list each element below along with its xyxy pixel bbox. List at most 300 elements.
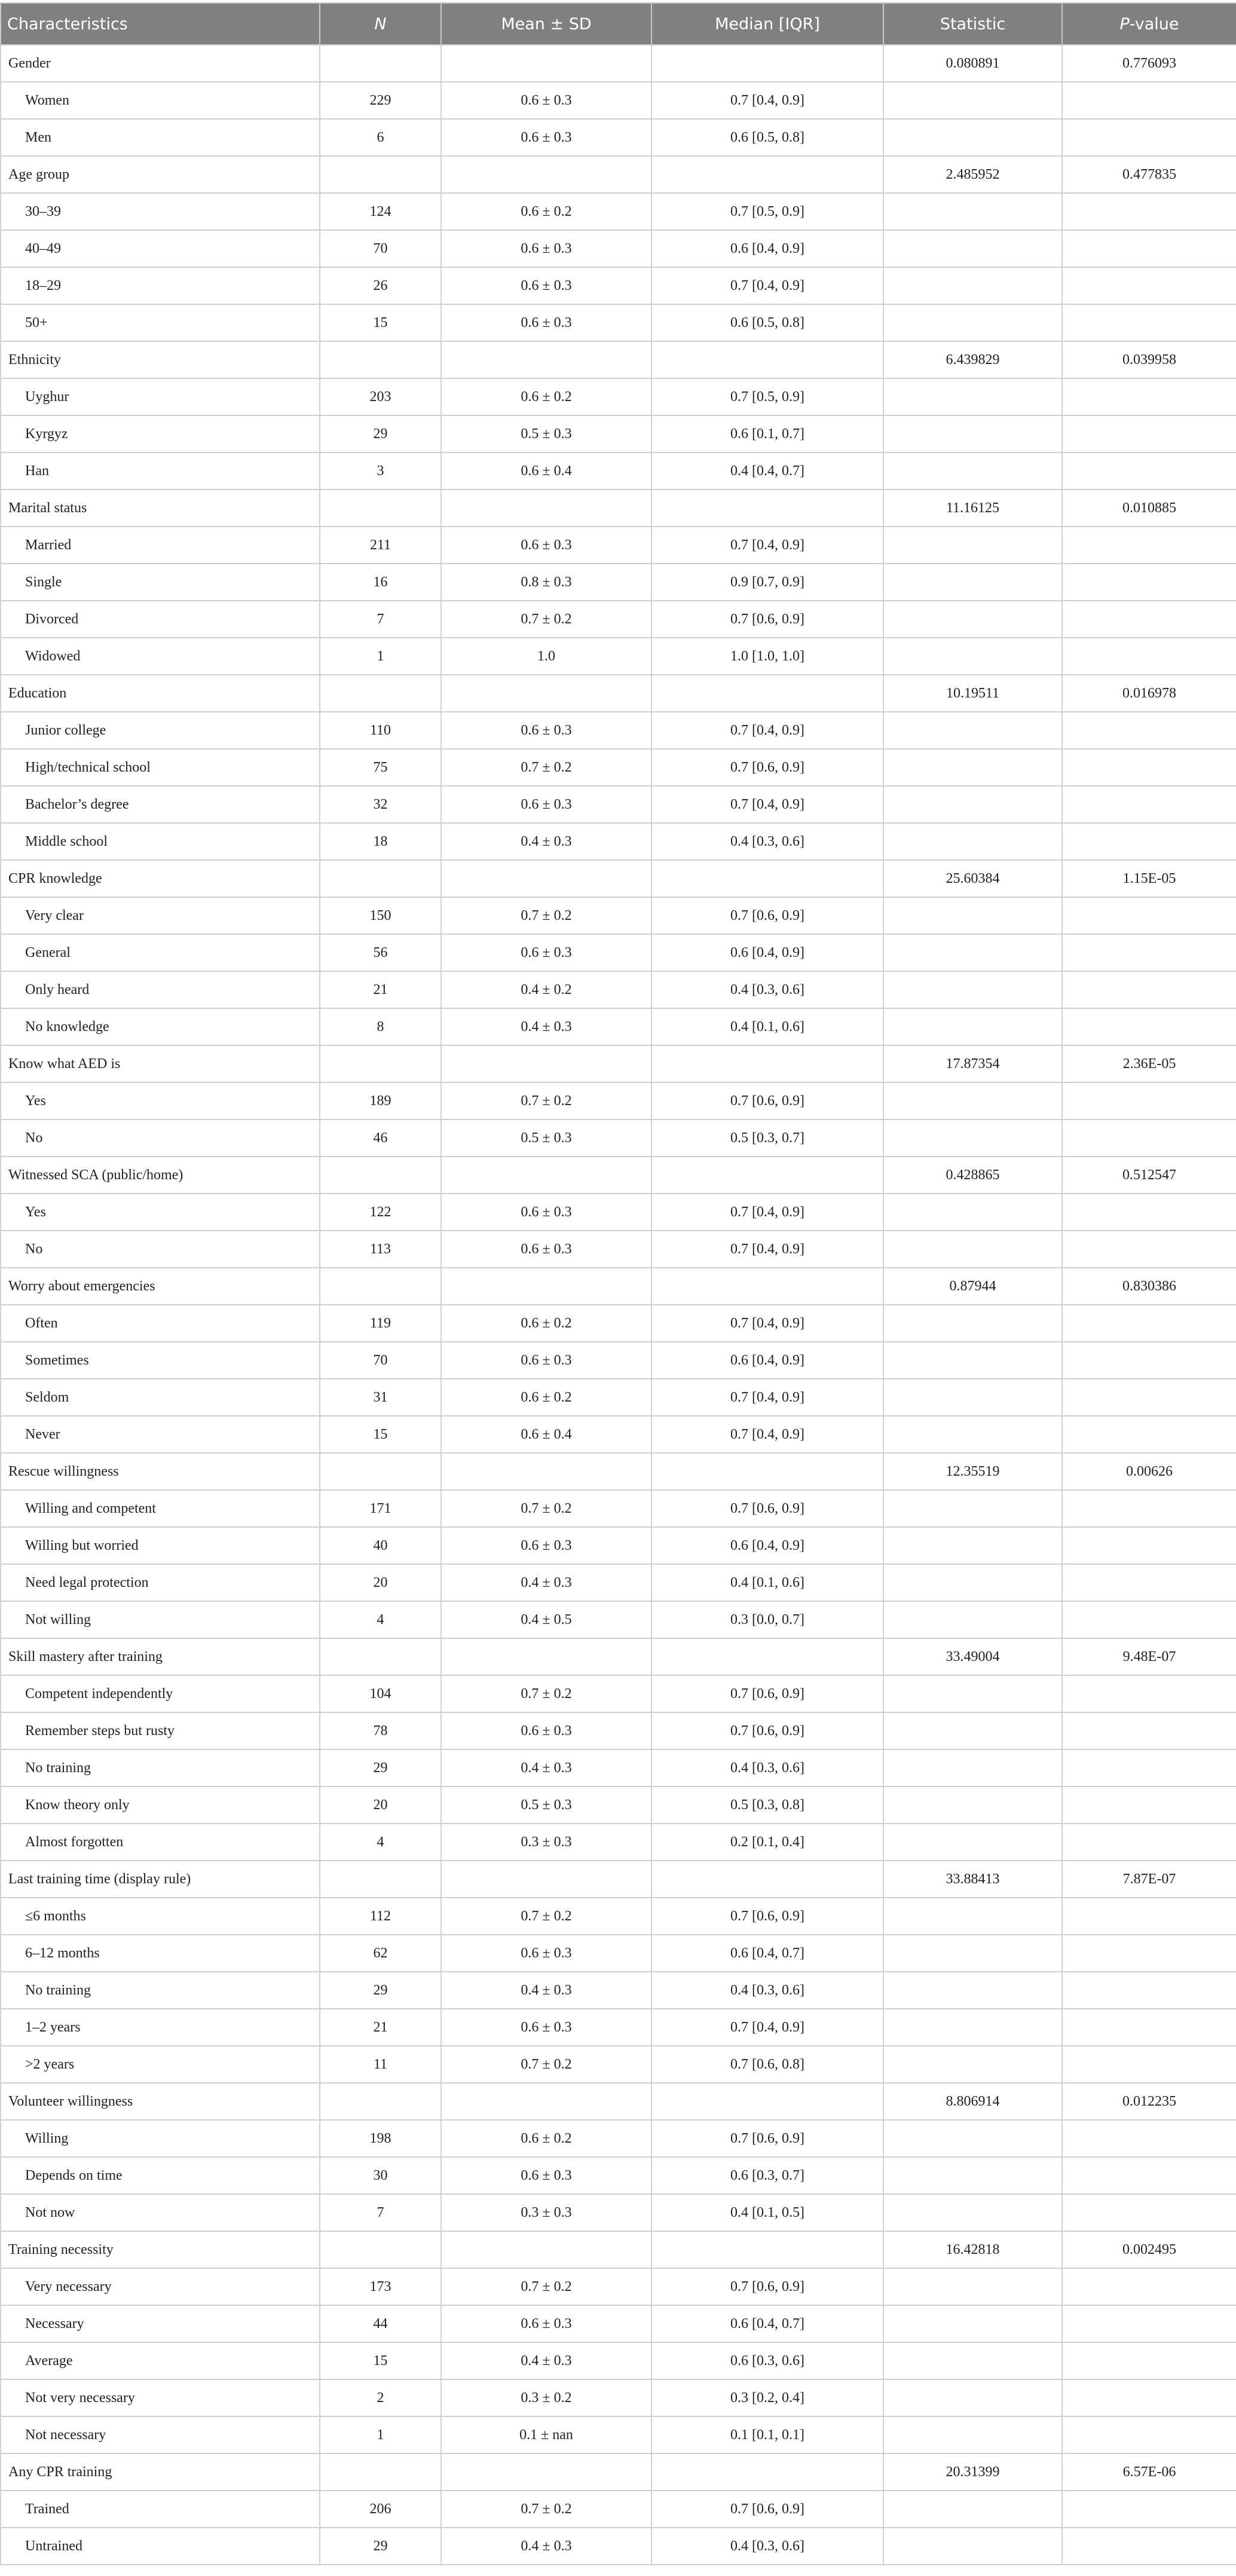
- statistic-cell-empty: [883, 712, 1062, 749]
- p-value-cell-empty: [1062, 267, 1236, 304]
- mean-cell-empty: [441, 1268, 651, 1305]
- header-p-value: [1062, 3, 1236, 45]
- statistic-cell: 16.42818: [883, 2231, 1062, 2268]
- table-row: [1, 2528, 1236, 2565]
- table-row: [1, 1305, 1236, 1342]
- table-row: [1, 1675, 1236, 1712]
- group-row: [1, 341, 1236, 378]
- n-cell-empty: [320, 341, 441, 378]
- statistic-cell-empty: [883, 601, 1062, 638]
- table-row: [1, 1008, 1236, 1045]
- group-name: Age group: [1, 156, 320, 193]
- category-label: Often: [1, 1305, 320, 1342]
- median-iqr-cell: 0.4 [0.4, 0.7]: [651, 452, 883, 489]
- mean-sd-cell: 0.7 ± 0.2: [441, 2491, 651, 2528]
- header-mean-sd: Mean ± SD: [441, 3, 651, 45]
- category-label: High/technical school: [1, 749, 320, 786]
- mean-sd-cell: 0.6 ± 0.3: [441, 2009, 651, 2046]
- mean-sd-cell: 0.5 ± 0.3: [441, 415, 651, 452]
- group-row: [1, 1453, 1236, 1490]
- statistic-cell-empty: [883, 1898, 1062, 1935]
- median-iqr-cell: 0.6 [0.4, 0.9]: [651, 1527, 883, 1564]
- category-label: Han: [1, 452, 320, 489]
- p-value-cell-empty: [1062, 527, 1236, 564]
- mean-cell-empty: [441, 1157, 651, 1194]
- p-value-cell-empty: [1062, 452, 1236, 489]
- median-iqr-cell: 0.6 [0.4, 0.9]: [651, 230, 883, 267]
- category-label: Untrained: [1, 2528, 320, 2565]
- statistic-cell-empty: [883, 2194, 1062, 2231]
- p-value-cell-empty: [1062, 564, 1236, 601]
- n-cell: 29: [320, 1749, 441, 1786]
- n-cell-empty: [320, 156, 441, 193]
- group-row: [1, 1268, 1236, 1305]
- n-cell: 62: [320, 1935, 441, 1972]
- n-cell-empty: [320, 2083, 441, 2120]
- category-label: ≤6 months: [1, 1898, 320, 1935]
- group-name: Any CPR training: [1, 2453, 320, 2491]
- p-value-cell-empty: [1062, 82, 1236, 119]
- statistic-cell-empty: [883, 1008, 1062, 1045]
- p-value-cell-empty: [1062, 193, 1236, 230]
- group-row: [1, 675, 1236, 712]
- n-cell: 20: [320, 1786, 441, 1824]
- median-cell-empty: [651, 45, 883, 82]
- category-label: Yes: [1, 1082, 320, 1119]
- header-p-italic: P: [1119, 14, 1130, 33]
- table-row: [1, 1601, 1236, 1638]
- mean-sd-cell: 0.3 ± 0.3: [441, 1824, 651, 1861]
- mean-sd-cell: 0.3 ± 0.3: [441, 2194, 651, 2231]
- p-value-cell-empty: [1062, 1935, 1236, 1972]
- p-value-cell-empty: [1062, 1898, 1236, 1935]
- median-iqr-cell: 0.4 [0.1, 0.5]: [651, 2194, 883, 2231]
- n-cell: 21: [320, 2009, 441, 2046]
- median-iqr-cell: 0.3 [0.2, 0.4]: [651, 2379, 883, 2416]
- mean-sd-cell: 0.4 ± 0.3: [441, 1749, 651, 1786]
- category-label: Remember steps but rusty: [1, 1712, 320, 1749]
- mean-sd-cell: 0.4 ± 0.2: [441, 971, 651, 1008]
- median-cell-empty: [651, 1453, 883, 1490]
- median-cell-empty: [651, 860, 883, 897]
- mean-sd-cell: 0.7 ± 0.2: [441, 2268, 651, 2305]
- mean-sd-cell: 0.7 ± 0.2: [441, 897, 651, 934]
- category-label: No: [1, 1231, 320, 1268]
- mean-sd-cell: 0.6 ± 0.3: [441, 267, 651, 304]
- statistic-cell: 10.19511: [883, 675, 1062, 712]
- n-cell: 150: [320, 897, 441, 934]
- p-value-cell-empty: [1062, 1527, 1236, 1564]
- table-row: [1, 2379, 1236, 2416]
- mean-cell-empty: [441, 341, 651, 378]
- n-cell-empty: [320, 1453, 441, 1490]
- header-characteristics: Characteristics: [1, 3, 320, 45]
- statistic-cell-empty: [883, 1564, 1062, 1601]
- table-row: [1, 1119, 1236, 1157]
- median-iqr-cell: 0.6 [0.5, 0.8]: [651, 304, 883, 341]
- median-iqr-cell: 0.5 [0.3, 0.7]: [651, 1119, 883, 1157]
- mean-sd-cell: 0.7 ± 0.2: [441, 1898, 651, 1935]
- table-row: [1, 1786, 1236, 1824]
- category-label: Women: [1, 82, 320, 119]
- mean-sd-cell: 0.4 ± 0.3: [441, 1564, 651, 1601]
- median-iqr-cell: 0.7 [0.6, 0.9]: [651, 2268, 883, 2305]
- median-iqr-cell: 0.4 [0.1, 0.6]: [651, 1564, 883, 1601]
- median-iqr-cell: 0.6 [0.3, 0.6]: [651, 2342, 883, 2379]
- p-value-cell: 6.57E-06: [1062, 2453, 1236, 2491]
- group-row: [1, 489, 1236, 527]
- group-name: Education: [1, 675, 320, 712]
- table-row: [1, 2194, 1236, 2231]
- mean-sd-cell: 0.6 ± 0.3: [441, 934, 651, 971]
- statistic-cell: 25.60384: [883, 860, 1062, 897]
- p-value-cell-empty: [1062, 2379, 1236, 2416]
- p-value-cell-empty: [1062, 2528, 1236, 2565]
- mean-sd-cell: 0.6 ± 0.3: [441, 2157, 651, 2194]
- p-value-cell: 2.36E-05: [1062, 1045, 1236, 1082]
- mean-sd-cell: 0.7 ± 0.2: [441, 2046, 651, 2083]
- statistic-cell-empty: [883, 786, 1062, 823]
- statistic-cell-empty: [883, 82, 1062, 119]
- n-cell-empty: [320, 1268, 441, 1305]
- p-value-cell: 0.039958: [1062, 341, 1236, 378]
- p-value-cell-empty: [1062, 1342, 1236, 1379]
- statistic-cell-empty: [883, 2046, 1062, 2083]
- median-iqr-cell: 0.4 [0.3, 0.6]: [651, 1972, 883, 2009]
- n-cell: 26: [320, 267, 441, 304]
- median-iqr-cell: 0.3 [0.0, 0.7]: [651, 1601, 883, 1638]
- group-name: Skill mastery after training: [1, 1638, 320, 1675]
- n-cell: 211: [320, 527, 441, 564]
- statistic-cell: 8.806914: [883, 2083, 1062, 2120]
- group-row: [1, 156, 1236, 193]
- table-row: [1, 1082, 1236, 1119]
- statistic-cell: 11.16125: [883, 489, 1062, 527]
- table-row: [1, 119, 1236, 156]
- n-cell: 30: [320, 2157, 441, 2194]
- category-label: Widowed: [1, 638, 320, 675]
- p-value-cell: 9.48E-07: [1062, 1638, 1236, 1675]
- p-value-cell: 0.00626: [1062, 1453, 1236, 1490]
- mean-sd-cell: 0.4 ± 0.3: [441, 2342, 651, 2379]
- n-cell: 11: [320, 2046, 441, 2083]
- n-cell: 229: [320, 82, 441, 119]
- statistic-cell-empty: [883, 1231, 1062, 1268]
- median-cell-empty: [651, 1157, 883, 1194]
- p-value-cell-empty: [1062, 1305, 1236, 1342]
- statistic-cell-empty: [883, 897, 1062, 934]
- median-iqr-cell: 0.7 [0.4, 0.9]: [651, 1231, 883, 1268]
- mean-cell-empty: [441, 2083, 651, 2120]
- statistic-cell: 0.87944: [883, 1268, 1062, 1305]
- mean-sd-cell: 0.4 ± 0.3: [441, 1972, 651, 2009]
- mean-sd-cell: 0.6 ± 0.2: [441, 193, 651, 230]
- statistic-cell-empty: [883, 1601, 1062, 1638]
- p-value-cell-empty: [1062, 2120, 1236, 2157]
- n-cell: 21: [320, 971, 441, 1008]
- table-row: [1, 2009, 1236, 2046]
- statistic-cell-empty: [883, 1972, 1062, 2009]
- category-label: 1–2 years: [1, 2009, 320, 2046]
- table-row: [1, 1231, 1236, 1268]
- n-cell-empty: [320, 2231, 441, 2268]
- p-value-cell-empty: [1062, 1749, 1236, 1786]
- n-cell: 104: [320, 1675, 441, 1712]
- category-label: Willing: [1, 2120, 320, 2157]
- table-row: [1, 749, 1236, 786]
- mean-sd-cell: 0.3 ± 0.2: [441, 2379, 651, 2416]
- statistic-cell-empty: [883, 638, 1062, 675]
- category-label: Necessary: [1, 2305, 320, 2342]
- category-label: No training: [1, 1749, 320, 1786]
- table-row: [1, 1342, 1236, 1379]
- category-label: No: [1, 1119, 320, 1157]
- table-row: [1, 1379, 1236, 1416]
- p-value-cell-empty: [1062, 1416, 1236, 1453]
- header-median-iqr: Median [IQR]: [651, 3, 883, 45]
- group-row: [1, 1861, 1236, 1898]
- category-label: Seldom: [1, 1379, 320, 1416]
- table-row: [1, 1194, 1236, 1231]
- p-value-cell-empty: [1062, 712, 1236, 749]
- category-label: Not necessary: [1, 2416, 320, 2453]
- n-cell-empty: [320, 860, 441, 897]
- p-value-cell-empty: [1062, 1712, 1236, 1749]
- median-iqr-cell: 1.0 [1.0, 1.0]: [651, 638, 883, 675]
- statistic-cell: 2.485952: [883, 156, 1062, 193]
- statistic-cell: 33.49004: [883, 1638, 1062, 1675]
- n-cell: 7: [320, 2194, 441, 2231]
- mean-sd-cell: 0.6 ± 0.3: [441, 712, 651, 749]
- header-n-text: N: [374, 14, 387, 33]
- n-cell: 122: [320, 1194, 441, 1231]
- category-label: Bachelor’s degree: [1, 786, 320, 823]
- n-cell-empty: [320, 45, 441, 82]
- mean-sd-cell: 0.6 ± 0.3: [441, 527, 651, 564]
- table-row: [1, 2416, 1236, 2453]
- n-cell-empty: [320, 675, 441, 712]
- mean-sd-cell: 0.4 ± 0.3: [441, 823, 651, 860]
- p-value-cell-empty: [1062, 638, 1236, 675]
- group-name: Gender: [1, 45, 320, 82]
- mean-cell-empty: [441, 860, 651, 897]
- group-row: [1, 1045, 1236, 1082]
- table-body: [1, 45, 1236, 2565]
- statistic-cell-empty: [883, 2342, 1062, 2379]
- mean-sd-cell: 0.5 ± 0.3: [441, 1119, 651, 1157]
- p-value-cell-empty: [1062, 934, 1236, 971]
- group-name: Volunteer willingness: [1, 2083, 320, 2120]
- category-label: Never: [1, 1416, 320, 1453]
- n-cell: 15: [320, 304, 441, 341]
- n-cell-empty: [320, 2453, 441, 2491]
- p-value-cell: 0.477835: [1062, 156, 1236, 193]
- n-cell: 6: [320, 119, 441, 156]
- category-label: Depends on time: [1, 2157, 320, 2194]
- results-table: [0, 2, 1236, 2565]
- median-iqr-cell: 0.7 [0.5, 0.9]: [651, 378, 883, 415]
- group-row: [1, 45, 1236, 82]
- category-label: Trained: [1, 2491, 320, 2528]
- mean-sd-cell: 0.6 ± 0.4: [441, 1416, 651, 1453]
- statistic-cell: 12.35519: [883, 1453, 1062, 1490]
- table-row: [1, 1564, 1236, 1601]
- n-cell: 15: [320, 1416, 441, 1453]
- median-iqr-cell: 0.7 [0.4, 0.9]: [651, 267, 883, 304]
- n-cell: 70: [320, 230, 441, 267]
- group-row: [1, 1638, 1236, 1675]
- p-value-cell-empty: [1062, 2046, 1236, 2083]
- p-value-cell-empty: [1062, 1564, 1236, 1601]
- mean-sd-cell: 0.7 ± 0.2: [441, 1082, 651, 1119]
- table-row: [1, 2268, 1236, 2305]
- p-value-cell-empty: [1062, 2305, 1236, 2342]
- table-row: [1, 2157, 1236, 2194]
- n-cell-empty: [320, 1045, 441, 1082]
- n-cell: 18: [320, 823, 441, 860]
- table-row: [1, 971, 1236, 1008]
- median-iqr-cell: 0.6 [0.1, 0.7]: [651, 415, 883, 452]
- statistic-cell-empty: [883, 2305, 1062, 2342]
- median-iqr-cell: 0.7 [0.6, 0.9]: [651, 1898, 883, 1935]
- group-row: [1, 2231, 1236, 2268]
- mean-cell-empty: [441, 2231, 651, 2268]
- p-value-cell-empty: [1062, 415, 1236, 452]
- group-name: Worry about emergencies: [1, 1268, 320, 1305]
- median-iqr-cell: 0.7 [0.4, 0.9]: [651, 1379, 883, 1416]
- category-label: Divorced: [1, 601, 320, 638]
- p-value-cell-empty: [1062, 897, 1236, 934]
- n-cell-empty: [320, 1861, 441, 1898]
- statistic-cell-empty: [883, 119, 1062, 156]
- p-value-cell: 0.776093: [1062, 45, 1236, 82]
- n-cell: 4: [320, 1824, 441, 1861]
- table-row: [1, 1824, 1236, 1861]
- n-cell: 2: [320, 2379, 441, 2416]
- mean-sd-cell: 0.4 ± 0.3: [441, 1008, 651, 1045]
- statistic-cell-empty: [883, 527, 1062, 564]
- table-row: [1, 2120, 1236, 2157]
- category-label: Very necessary: [1, 2268, 320, 2305]
- median-cell-empty: [651, 2453, 883, 2491]
- statistic-cell: 0.080891: [883, 45, 1062, 82]
- statistic-cell-empty: [883, 749, 1062, 786]
- mean-sd-cell: 0.6 ± 0.2: [441, 2120, 651, 2157]
- statistic-cell-empty: [883, 1119, 1062, 1157]
- statistic-cell-empty: [883, 415, 1062, 452]
- table-row: [1, 415, 1236, 452]
- median-iqr-cell: 0.7 [0.5, 0.9]: [651, 193, 883, 230]
- category-label: Only heard: [1, 971, 320, 1008]
- n-cell: 8: [320, 1008, 441, 1045]
- table-row: [1, 712, 1236, 749]
- p-value-cell-empty: [1062, 1675, 1236, 1712]
- category-label: Men: [1, 119, 320, 156]
- p-value-cell-empty: [1062, 1231, 1236, 1268]
- mean-sd-cell: 0.8 ± 0.3: [441, 564, 651, 601]
- median-iqr-cell: 0.7 [0.6, 0.9]: [651, 1490, 883, 1527]
- table-row: [1, 564, 1236, 601]
- category-label: Single: [1, 564, 320, 601]
- median-iqr-cell: 0.2 [0.1, 0.4]: [651, 1824, 883, 1861]
- median-iqr-cell: 0.9 [0.7, 0.9]: [651, 564, 883, 601]
- table-row: [1, 378, 1236, 415]
- statistic-cell-empty: [883, 267, 1062, 304]
- p-value-cell-empty: [1062, 119, 1236, 156]
- table-row: [1, 2046, 1236, 2083]
- median-cell-empty: [651, 1045, 883, 1082]
- median-iqr-cell: 0.7 [0.4, 0.9]: [651, 712, 883, 749]
- statistic-cell-empty: [883, 2528, 1062, 2565]
- category-label: 18–29: [1, 267, 320, 304]
- statistic-cell-empty: [883, 1342, 1062, 1379]
- category-label: Sometimes: [1, 1342, 320, 1379]
- table-row: [1, 193, 1236, 230]
- table-row: [1, 2342, 1236, 2379]
- statistic-cell-empty: [883, 1527, 1062, 1564]
- category-label: Competent independently: [1, 1675, 320, 1712]
- statistic-cell-empty: [883, 1194, 1062, 1231]
- n-cell: 44: [320, 2305, 441, 2342]
- p-value-cell-empty: [1062, 1786, 1236, 1824]
- mean-cell-empty: [441, 1638, 651, 1675]
- statistic-cell-empty: [883, 2009, 1062, 2046]
- statistic-cell-empty: [883, 2120, 1062, 2157]
- median-iqr-cell: 0.5 [0.3, 0.8]: [651, 1786, 883, 1824]
- n-cell: 171: [320, 1490, 441, 1527]
- p-value-cell-empty: [1062, 1119, 1236, 1157]
- median-cell-empty: [651, 1861, 883, 1898]
- category-label: Not now: [1, 2194, 320, 2231]
- category-label: Not willing: [1, 1601, 320, 1638]
- n-cell: 112: [320, 1898, 441, 1935]
- category-label: Average: [1, 2342, 320, 2379]
- category-label: Kyrgyz: [1, 415, 320, 452]
- p-value-cell-empty: [1062, 601, 1236, 638]
- table-row: [1, 638, 1236, 675]
- statistic-cell-empty: [883, 1675, 1062, 1712]
- p-value-cell: 1.15E-05: [1062, 860, 1236, 897]
- mean-sd-cell: 0.6 ± 0.3: [441, 1935, 651, 1972]
- category-label: Yes: [1, 1194, 320, 1231]
- mean-sd-cell: 0.6 ± 0.3: [441, 1231, 651, 1268]
- n-cell: 173: [320, 2268, 441, 2305]
- median-iqr-cell: 0.6 [0.5, 0.8]: [651, 119, 883, 156]
- table-row: [1, 1935, 1236, 1972]
- category-label: No knowledge: [1, 1008, 320, 1045]
- p-value-cell-empty: [1062, 1082, 1236, 1119]
- n-cell: 56: [320, 934, 441, 971]
- statistic-cell-empty: [883, 1082, 1062, 1119]
- table-row: [1, 1749, 1236, 1786]
- statistic-cell: 0.428865: [883, 1157, 1062, 1194]
- group-row: [1, 1157, 1236, 1194]
- median-iqr-cell: 0.7 [0.6, 0.9]: [651, 1082, 883, 1119]
- statistic-cell-empty: [883, 230, 1062, 267]
- median-cell-empty: [651, 156, 883, 193]
- category-label: Willing but worried: [1, 1527, 320, 1564]
- p-value-cell-empty: [1062, 1972, 1236, 2009]
- statistic-cell-empty: [883, 1490, 1062, 1527]
- group-name: Rescue willingness: [1, 1453, 320, 1490]
- group-name: CPR knowledge: [1, 860, 320, 897]
- statistic-cell-empty: [883, 1824, 1062, 1861]
- category-label: Uyghur: [1, 378, 320, 415]
- category-label: 6–12 months: [1, 1935, 320, 1972]
- category-label: Not very necessary: [1, 2379, 320, 2416]
- statistic-cell-empty: [883, 2416, 1062, 2453]
- p-value-cell-empty: [1062, 1824, 1236, 1861]
